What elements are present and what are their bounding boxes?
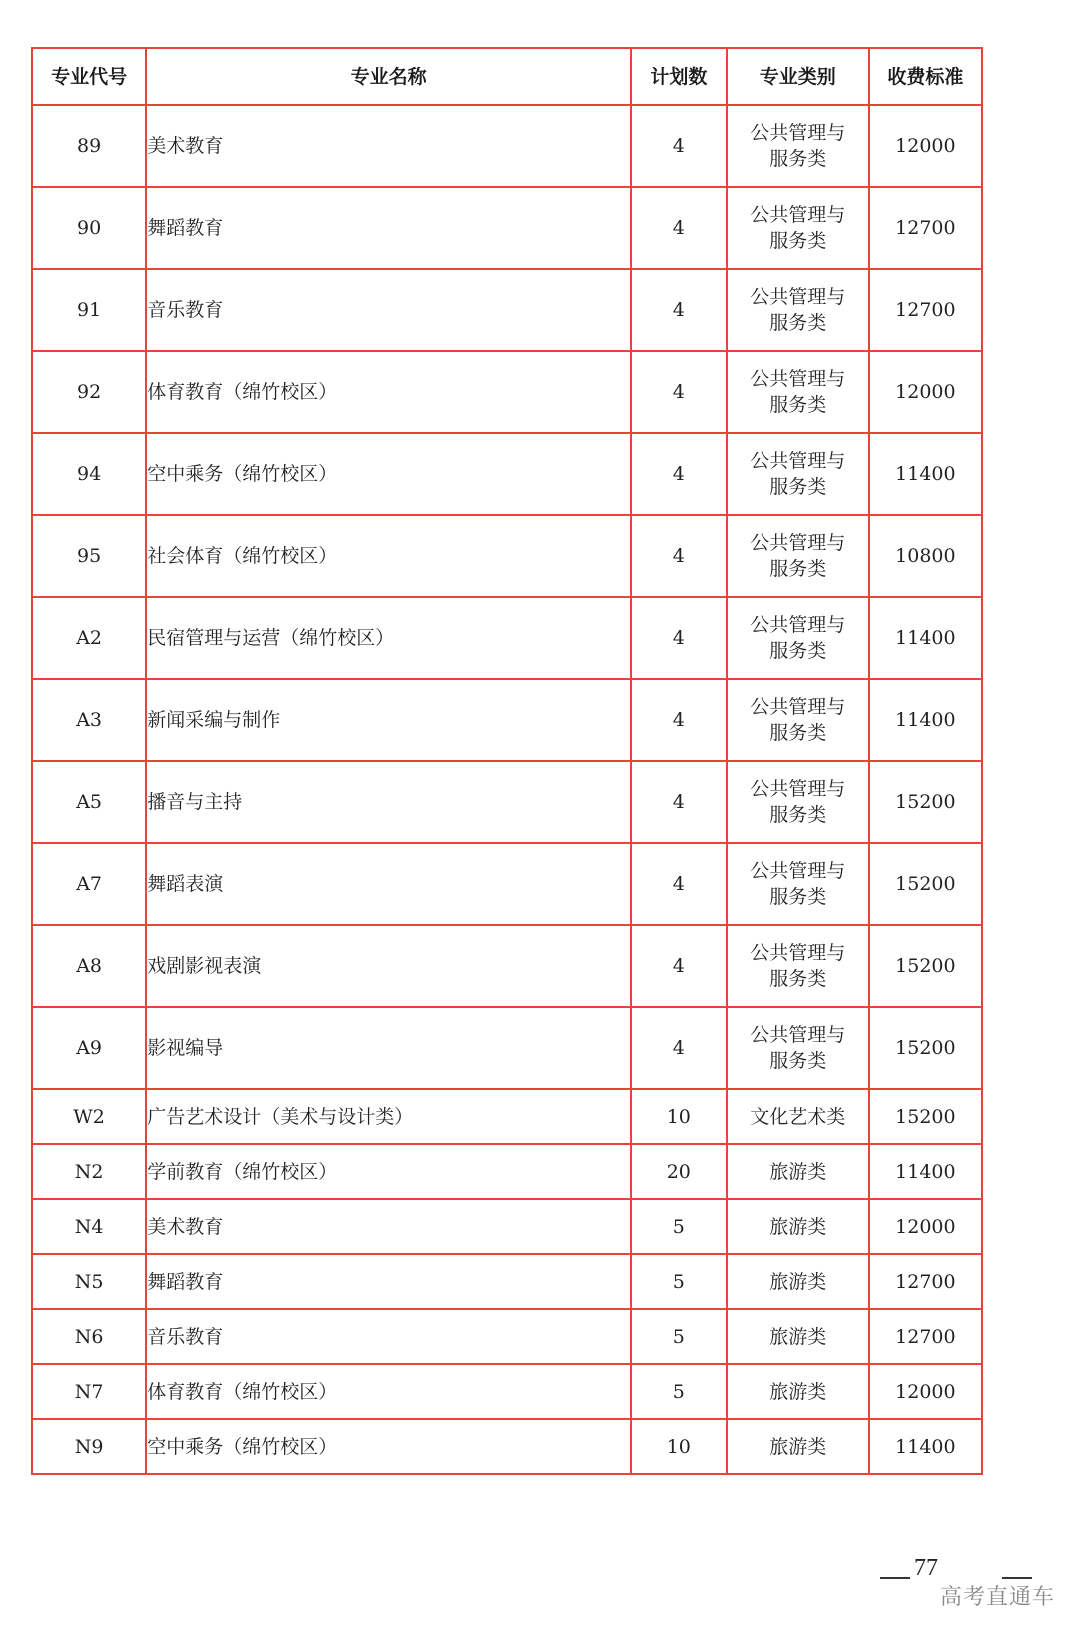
cell-plan-count: 4 bbox=[631, 515, 727, 597]
table-row bbox=[32, 187, 982, 269]
cell-major-name: 体育教育（绵竹校区） bbox=[146, 351, 631, 433]
table-row bbox=[32, 1199, 982, 1254]
cell-fee: 12000 bbox=[869, 105, 982, 187]
cell-major-code: N2 bbox=[32, 1144, 146, 1199]
major-type-line1: 公共管理与 bbox=[750, 286, 846, 308]
cell-major-type bbox=[727, 679, 869, 761]
cell-plan-count: 4 bbox=[631, 597, 727, 679]
header-major-code: 专业代号 bbox=[32, 48, 146, 105]
cell-fee: 12700 bbox=[869, 269, 982, 351]
cell-plan-count: 5 bbox=[631, 1254, 727, 1309]
cell-major-name: 美术教育 bbox=[146, 1199, 631, 1254]
cell-major-name: 学前教育（绵竹校区） bbox=[146, 1144, 631, 1199]
cell-fee: 12000 bbox=[869, 351, 982, 433]
cell-fee: 12000 bbox=[869, 1364, 982, 1419]
major-type-line1: 旅游类 bbox=[769, 1270, 827, 1293]
major-type-line1: 公共管理与 bbox=[750, 1024, 846, 1046]
major-type-line1: 公共管理与 bbox=[750, 204, 846, 226]
major-type-line2: 服务类 bbox=[769, 968, 827, 990]
table-row bbox=[32, 1364, 982, 1419]
table-row bbox=[32, 761, 982, 843]
header-major-name: 专业名称 bbox=[146, 48, 631, 105]
cell-fee: 12700 bbox=[869, 1309, 982, 1364]
cell-major-code: N6 bbox=[32, 1309, 146, 1364]
cell-plan-count: 5 bbox=[631, 1199, 727, 1254]
cell-major-code: 89 bbox=[32, 105, 146, 187]
cell-major-name: 舞蹈表演 bbox=[146, 843, 631, 925]
table-header-row bbox=[32, 48, 982, 105]
cell-plan-count: 4 bbox=[631, 843, 727, 925]
table-row bbox=[32, 597, 982, 679]
cell-plan-count: 4 bbox=[631, 351, 727, 433]
header-plan-count: 计划数 bbox=[631, 48, 727, 105]
major-type-line2: 服务类 bbox=[769, 640, 827, 662]
cell-major-code: A2 bbox=[32, 597, 146, 679]
table-row bbox=[32, 1419, 982, 1474]
major-type-line1: 旅游类 bbox=[769, 1325, 827, 1348]
cell-major-type bbox=[727, 597, 869, 679]
major-type-line2: 服务类 bbox=[769, 722, 827, 744]
major-type-line1: 公共管理与 bbox=[750, 122, 846, 144]
cell-plan-count: 4 bbox=[631, 187, 727, 269]
cell-major-name: 空中乘务（绵竹校区） bbox=[146, 433, 631, 515]
cell-major-type bbox=[727, 1419, 869, 1474]
table-row bbox=[32, 269, 982, 351]
major-type-line2: 服务类 bbox=[769, 230, 827, 252]
table-row bbox=[32, 105, 982, 187]
cell-major-code: 90 bbox=[32, 187, 146, 269]
major-type-line2: 服务类 bbox=[769, 558, 827, 580]
cell-major-code: 94 bbox=[32, 433, 146, 515]
cell-major-type bbox=[727, 1144, 869, 1199]
cell-plan-count: 4 bbox=[631, 761, 727, 843]
cell-fee: 11400 bbox=[869, 1419, 982, 1474]
cell-plan-count: 5 bbox=[631, 1309, 727, 1364]
page-number: 77 bbox=[914, 1555, 938, 1581]
cell-major-code: N5 bbox=[32, 1254, 146, 1309]
major-type-line2: 服务类 bbox=[769, 1050, 827, 1072]
table-row bbox=[32, 1254, 982, 1309]
major-type-line1: 公共管理与 bbox=[750, 942, 846, 964]
cell-plan-count: 10 bbox=[631, 1419, 727, 1474]
major-type-line1: 公共管理与 bbox=[750, 860, 846, 882]
cell-fee: 15200 bbox=[869, 925, 982, 1007]
major-type-line1: 旅游类 bbox=[769, 1160, 827, 1183]
table-row bbox=[32, 1144, 982, 1199]
cell-plan-count: 20 bbox=[631, 1144, 727, 1199]
cell-fee: 15200 bbox=[869, 843, 982, 925]
major-type-line1: 公共管理与 bbox=[750, 368, 846, 390]
watermark-text: 高考直通车 bbox=[940, 1585, 1056, 1610]
cell-major-type bbox=[727, 433, 869, 515]
cell-major-type bbox=[727, 1089, 869, 1144]
cell-plan-count: 4 bbox=[631, 679, 727, 761]
cell-major-type bbox=[727, 351, 869, 433]
cell-major-type bbox=[727, 187, 869, 269]
cell-major-type bbox=[727, 105, 869, 187]
cell-major-code: A5 bbox=[32, 761, 146, 843]
cell-fee: 15200 bbox=[869, 761, 982, 843]
cell-major-type bbox=[727, 843, 869, 925]
table-row bbox=[32, 1007, 982, 1089]
cell-major-name: 音乐教育 bbox=[146, 269, 631, 351]
cell-plan-count: 4 bbox=[631, 925, 727, 1007]
table-row bbox=[32, 351, 982, 433]
cell-major-code: 91 bbox=[32, 269, 146, 351]
major-type-line2: 服务类 bbox=[769, 886, 827, 908]
header-major-type: 专业类别 bbox=[727, 48, 869, 105]
cell-major-code: A9 bbox=[32, 1007, 146, 1089]
cell-major-name: 体育教育（绵竹校区） bbox=[146, 1364, 631, 1419]
cell-plan-count: 4 bbox=[631, 269, 727, 351]
cell-major-name: 美术教育 bbox=[146, 105, 631, 187]
major-type-line1: 文化艺术类 bbox=[750, 1105, 846, 1128]
cell-plan-count: 10 bbox=[631, 1089, 727, 1144]
cell-fee: 11400 bbox=[869, 597, 982, 679]
major-type-line1: 旅游类 bbox=[769, 1215, 827, 1238]
table-row bbox=[32, 925, 982, 1007]
cell-major-type bbox=[727, 761, 869, 843]
cell-major-code: A8 bbox=[32, 925, 146, 1007]
cell-fee: 11400 bbox=[869, 433, 982, 515]
table-row bbox=[32, 679, 982, 761]
major-type-line1: 公共管理与 bbox=[750, 614, 846, 636]
cell-major-type bbox=[727, 1199, 869, 1254]
cell-major-code: 92 bbox=[32, 351, 146, 433]
cell-fee: 11400 bbox=[869, 679, 982, 761]
cell-major-name: 播音与主持 bbox=[146, 761, 631, 843]
cell-major-name: 广告艺术设计（美术与设计类） bbox=[146, 1089, 631, 1144]
cell-fee: 12700 bbox=[869, 1254, 982, 1309]
major-type-line1: 旅游类 bbox=[769, 1380, 827, 1403]
cell-major-code: A7 bbox=[32, 843, 146, 925]
cell-major-name: 舞蹈教育 bbox=[146, 187, 631, 269]
cell-major-name: 民宿管理与运营（绵竹校区） bbox=[146, 597, 631, 679]
majors-table bbox=[31, 47, 983, 1475]
cell-plan-count: 4 bbox=[631, 433, 727, 515]
major-type-line2: 服务类 bbox=[769, 394, 827, 416]
cell-major-name: 社会体育（绵竹校区） bbox=[146, 515, 631, 597]
major-type-line1: 公共管理与 bbox=[750, 532, 846, 554]
cell-major-type bbox=[727, 925, 869, 1007]
cell-major-name: 新闻采编与制作 bbox=[146, 679, 631, 761]
cell-plan-count: 4 bbox=[631, 1007, 727, 1089]
major-type-line1: 公共管理与 bbox=[750, 450, 846, 472]
major-type-line1: 旅游类 bbox=[769, 1435, 827, 1458]
major-type-line2: 服务类 bbox=[769, 312, 827, 334]
cell-fee: 12000 bbox=[869, 1199, 982, 1254]
major-type-line2: 服务类 bbox=[769, 804, 827, 826]
cell-major-name: 舞蹈教育 bbox=[146, 1254, 631, 1309]
cell-fee: 12700 bbox=[869, 187, 982, 269]
major-type-line1: 公共管理与 bbox=[750, 696, 846, 718]
cell-major-name: 音乐教育 bbox=[146, 1309, 631, 1364]
cell-fee: 15200 bbox=[869, 1007, 982, 1089]
cell-major-type bbox=[727, 1364, 869, 1419]
cell-major-code: N7 bbox=[32, 1364, 146, 1419]
cell-major-type bbox=[727, 1309, 869, 1364]
footer-dash-left bbox=[880, 1577, 910, 1579]
cell-fee: 10800 bbox=[869, 515, 982, 597]
table-body bbox=[32, 105, 982, 1474]
cell-major-type bbox=[727, 1007, 869, 1089]
cell-major-code: A3 bbox=[32, 679, 146, 761]
table-row bbox=[32, 433, 982, 515]
cell-major-code: 95 bbox=[32, 515, 146, 597]
table-row bbox=[32, 515, 982, 597]
header-fee: 收费标准 bbox=[869, 48, 982, 105]
cell-major-code: W2 bbox=[32, 1089, 146, 1144]
footer-dash-right bbox=[1002, 1577, 1032, 1579]
major-type-line2: 服务类 bbox=[769, 476, 827, 498]
cell-major-name: 影视编导 bbox=[146, 1007, 631, 1089]
cell-plan-count: 4 bbox=[631, 105, 727, 187]
cell-fee: 15200 bbox=[869, 1089, 982, 1144]
cell-major-type bbox=[727, 515, 869, 597]
cell-fee: 11400 bbox=[869, 1144, 982, 1199]
table-row bbox=[32, 1309, 982, 1364]
cell-major-type bbox=[727, 269, 869, 351]
cell-major-code: N4 bbox=[32, 1199, 146, 1254]
cell-major-code: N9 bbox=[32, 1419, 146, 1474]
cell-major-name: 戏剧影视表演 bbox=[146, 925, 631, 1007]
cell-major-name: 空中乘务（绵竹校区） bbox=[146, 1419, 631, 1474]
cell-plan-count: 5 bbox=[631, 1364, 727, 1419]
major-type-line1: 公共管理与 bbox=[750, 778, 846, 800]
table-row bbox=[32, 1089, 982, 1144]
table-row bbox=[32, 843, 982, 925]
major-type-line2: 服务类 bbox=[769, 148, 827, 170]
cell-major-type bbox=[727, 1254, 869, 1309]
